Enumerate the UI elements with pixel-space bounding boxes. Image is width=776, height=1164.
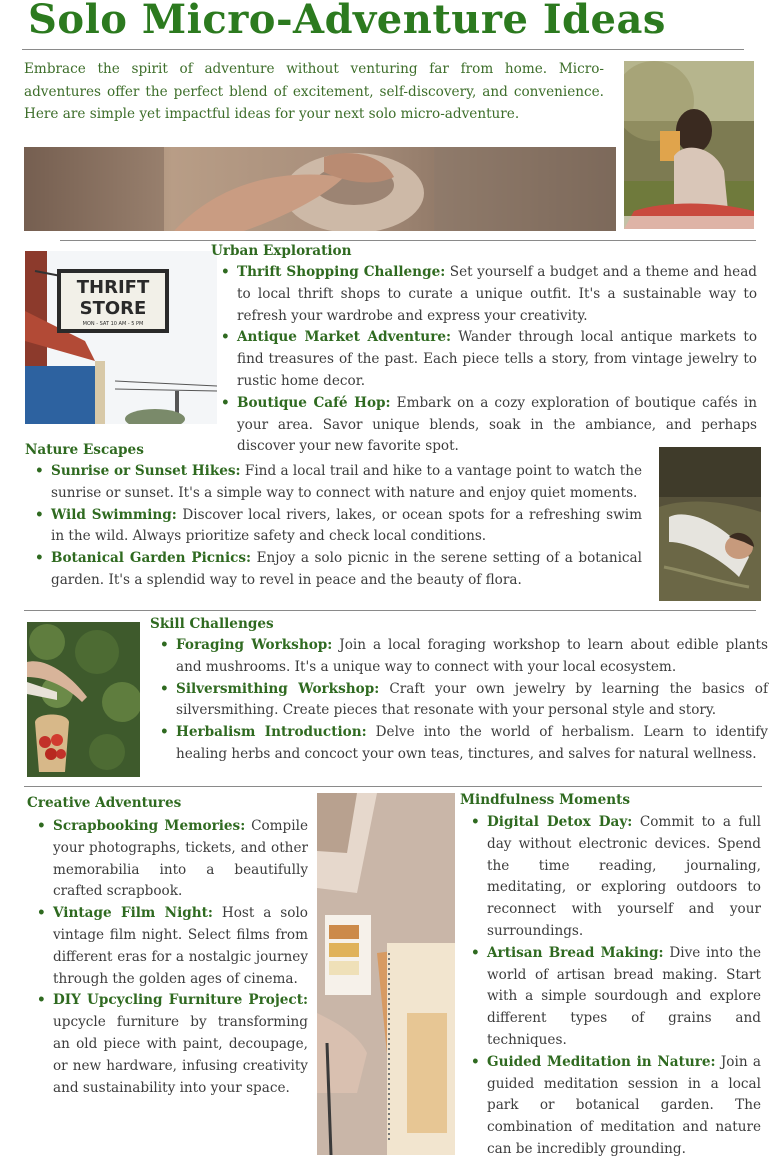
thrift-sign-top: THRIFT <box>76 277 150 298</box>
art-supplies-photo <box>317 793 455 1155</box>
list-item: • Artisan Bread Making: Dive into the world of artisan bread making. Start with a simple sourdough and explore different types of grains and techniques. <box>461 943 761 1052</box>
divider-skill <box>24 610 756 611</box>
thrift-sign-hours: MON - SAT 10 AM - 5 PM <box>82 321 144 327</box>
skill-heading: Skill Challenges <box>150 616 274 632</box>
creative-list <box>27 816 308 1099</box>
list-item: • Herbalism Introduction: Delve into the world of herbalism. Learn to identify healing herbs and concoct your own teas, tinctures, and salves for natural wellness. <box>150 722 768 766</box>
pottery-photo <box>24 147 616 231</box>
divider-bottom <box>24 786 762 787</box>
divider-urban <box>60 240 756 241</box>
list-item: • Sunrise or Sunset Hikes: Find a local trail and hike to a vantage point to watch the sunrise or sunset. It's a simple way to connect with nature and enjoy quiet moments. <box>25 461 642 505</box>
mindful-list <box>461 812 761 1161</box>
list-item: • Digital Detox Day: Commit to a full day without electronic devices. Spend the time reading, journaling, meditating, or exploring outdoors to reconnect with yourself and your surroundings. <box>461 812 761 943</box>
strawberry-picking-photo <box>27 622 140 777</box>
nature-list <box>25 461 642 592</box>
man-in-grass-photo <box>659 447 761 601</box>
list-item: • Antique Market Adventure: Wander through local antique markets to find treasures of the past. Each piece tells a story, from vintage jewelry to rustic home decor. <box>211 327 757 392</box>
thrift-sign-bottom: STORE <box>79 298 147 319</box>
page-title: Solo Micro-Adventure Ideas <box>28 0 666 43</box>
title-divider <box>22 49 744 50</box>
list-item: • Silversmithing Workshop: Craft your own jewelry by learning the basics of silversmithing. Create pieces that resonate with your personal style and story. <box>150 679 768 723</box>
list-item: • Foraging Workshop: Join a local foraging workshop to learn about edible plants and mushrooms. It's a unique way to connect with your local ecosystem. <box>150 635 768 679</box>
intro-paragraph: Embrace the spirit of adventure without venturing far from home. Micro-adventures offer the perfect blend of excitement, self-discovery, and convenience. Here are simple yet impactful ideas for your next solo micro-adventure. <box>24 61 604 123</box>
skill-list <box>150 635 768 766</box>
urban-list <box>211 262 757 458</box>
mindful-heading: Mindfulness Moments <box>460 792 631 808</box>
nature-heading: Nature Escapes <box>25 442 144 458</box>
list-item: • Scrapbooking Memories: Compile your photographs, tickets, and other memorabilia into a beautifully crafted scrapbook. <box>27 816 308 903</box>
list-item: • Vintage Film Night: Host a solo vintage film night. Select films from different eras for a nostalgic journey through the golden ages of cinema. <box>27 903 308 990</box>
reading-woman-photo <box>624 61 754 229</box>
list-item: • Guided Meditation in Nature: Join a guided meditation session in a local park or botanical garden. The combination of meditation and nature can be incredibly grounding. <box>461 1052 761 1161</box>
list-item: • DIY Upcycling Furniture Project: upcycle furniture by transforming an old piece with paint, decoupage, or new hardware, infusing creativity and sustainability into your space. <box>27 990 308 1099</box>
list-item: • Thrift Shopping Challenge: Set yourself a budget and a theme and head to local thrift shops to curate a unique outfit. It's a sustainable way to refresh your wardrobe and express your creativity. <box>211 262 757 327</box>
urban-heading: Urban Exploration <box>211 243 352 259</box>
thrift-store-photo <box>25 251 217 424</box>
list-item: • Boutique Café Hop: Embark on a cozy exploration of boutique cafés in your area. Savor unique blends, soak in the ambiance, and perhaps discover your new favorite spot. <box>211 393 757 458</box>
creative-heading: Creative Adventures <box>27 795 182 811</box>
list-item: • Botanical Garden Picnics: Enjoy a solo picnic in the serene setting of a botanical garden. It's a splendid way to revel in peace and the beauty of flora. <box>25 548 642 592</box>
list-item: • Wild Swimming: Discover local rivers, lakes, or ocean spots for a refreshing swim in the wild. Always prioritize safety and check local conditions. <box>25 505 642 549</box>
